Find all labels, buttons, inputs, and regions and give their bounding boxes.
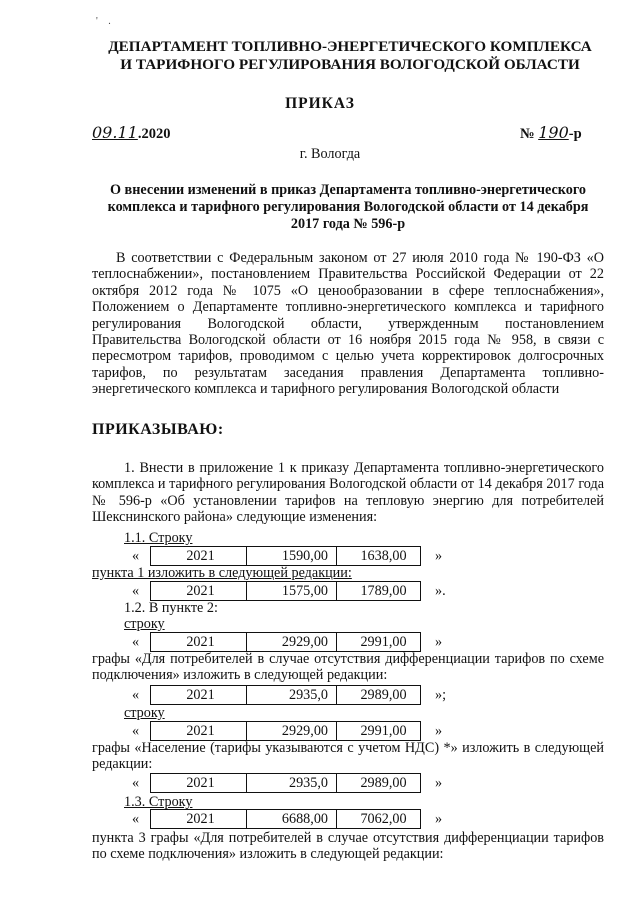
table-row-1-2-b-new bbox=[132, 773, 442, 793]
item-1-paragraph: 1. Внести в приложение 1 к приказу Департамента топливно-энергетического комплекса и тарифного регулирования Вологодской области от 14 декабря 2017 года № 596-р «Об установлении тарифов на тепловую энергию для потребителей Шекснинского района» следующие изменения: bbox=[92, 460, 604, 526]
quote-close: ». bbox=[435, 583, 446, 599]
quote-open: « bbox=[132, 723, 140, 739]
cell-year: 2021 bbox=[186, 583, 215, 599]
cell-value-1: 6688,00 bbox=[246, 810, 336, 828]
quote-open: « bbox=[132, 548, 140, 564]
cell-year: 2021 bbox=[186, 775, 215, 791]
cell-year: 2021 bbox=[186, 548, 215, 564]
section-1-2-label: 1.2. В пункте 2: bbox=[124, 600, 218, 616]
section-1-1-label: 1.1. Строку bbox=[124, 530, 193, 546]
cell-value-2: 2991,00 bbox=[336, 722, 420, 740]
section-1-2-text-b: графы «Население (тарифы указываются с учетом НДС) *» изложить в следующей редакции: bbox=[92, 740, 604, 773]
order-date bbox=[92, 125, 170, 142]
cell-value-2: 1789,00 bbox=[336, 582, 420, 600]
quote-open: « bbox=[132, 811, 140, 827]
handwritten-date: 09.11 bbox=[92, 123, 138, 142]
section-1-2-line-a: строку bbox=[124, 616, 165, 632]
cell-year: 2021 bbox=[186, 634, 215, 650]
department-name-line-2: И ТАРИФНОГО РЕГУЛИРОВАНИЯ ВОЛОГОДСКОЙ ОБЛАСТИ bbox=[120, 56, 580, 73]
section-1-1-text: пункта 1 изложить в следующей редакции: bbox=[92, 565, 352, 581]
cell-value-2: 1638,00 bbox=[336, 547, 420, 565]
quote-close: »; bbox=[435, 687, 447, 703]
table-row-1-1-new bbox=[132, 581, 446, 601]
quote-open: « bbox=[132, 687, 140, 703]
table-row-1-2-b-old bbox=[132, 721, 442, 741]
table-row-1-1-old bbox=[132, 546, 442, 566]
cell-value-1: 2929,00 bbox=[246, 633, 336, 651]
cell-value-1: 2929,00 bbox=[246, 722, 336, 740]
handwritten-number: 190 bbox=[538, 123, 569, 142]
section-1-3-label: 1.3. Строку bbox=[124, 794, 193, 810]
cell-value-2: 7062,00 bbox=[336, 810, 420, 828]
section-1-3-text: пункта 3 графы «Для потребителей в случае отсутствия дифференциации тарифов по схеме подключения» изложить в следующей редакции: bbox=[92, 830, 604, 863]
order-number bbox=[520, 125, 582, 142]
cell-year: 2021 bbox=[186, 811, 215, 827]
decree-word: ПРИКАЗЫВАЮ: bbox=[92, 421, 224, 438]
number-sign: № bbox=[520, 126, 535, 142]
order-title: ПРИКАЗ bbox=[285, 95, 355, 112]
cell-value-2: 2991,00 bbox=[336, 633, 420, 651]
quote-close: » bbox=[435, 634, 443, 650]
preamble-paragraph: В соответствии с Федеральным законом от 27 июля 2010 года № 190-ФЗ «О теплоснабжении», постановлением Правительства Российской Федерации от 22 октября 2012 года № 1075 «О ценообразовании в сфере теплоснабжения», Положением о Департаменте топливно-энергетического комплекса и тарифного регулирования Вологодской области, утвержденным постановлением Правительства Вологодской области от 16 ноября 2015 года № 958, в связи с пересмотром тарифов, проводимом с целью учета корректировок долгосрочных тарифов, по результатам заседания правления Департамента топливно-энергетического комплекса и тарифного регулирования Вологодской области bbox=[92, 250, 604, 398]
table-row-1-2-a-new bbox=[132, 685, 446, 705]
date-year: .2020 bbox=[137, 126, 171, 142]
cell-year: 2021 bbox=[186, 723, 215, 739]
cell-year: 2021 bbox=[186, 687, 215, 703]
quote-close: » bbox=[435, 723, 443, 739]
quote-close: » bbox=[435, 548, 443, 564]
scan-marks: ' . bbox=[96, 16, 115, 27]
cell-value-1: 1575,00 bbox=[246, 582, 336, 600]
quote-close: » bbox=[435, 811, 443, 827]
table-row-1-3-old bbox=[132, 809, 442, 829]
quote-close: » bbox=[435, 775, 443, 791]
section-1-2-text-a: графы «Для потребителей в случае отсутствия дифференциации тарифов по схеме подключения» изложить в следующей редакции: bbox=[92, 651, 604, 684]
table-row-1-2-a-old bbox=[132, 632, 442, 652]
order-subject: О внесении изменений в приказ Департамента топливно-энергетического комплекса и тарифного регулирования Вологодской области от 14 декабря 2017 года № 596-р bbox=[107, 182, 589, 232]
cell-value-1: 2935,0 bbox=[246, 774, 336, 792]
quote-open: « bbox=[132, 775, 140, 791]
quote-open: « bbox=[132, 583, 140, 599]
city: г. Вологда bbox=[299, 146, 361, 162]
department-name-line-1: ДЕПАРТАМЕНТ ТОПЛИВНО-ЭНЕРГЕТИЧЕСКОГО КОМПЛЕКСА bbox=[108, 38, 592, 55]
cell-value-1: 1590,00 bbox=[246, 547, 336, 565]
quote-open: « bbox=[132, 634, 140, 650]
cell-value-1: 2935,0 bbox=[246, 686, 336, 704]
cell-value-2: 2989,00 bbox=[336, 774, 420, 792]
section-1-2-line-b: строку bbox=[124, 705, 165, 721]
number-suffix: -р bbox=[568, 126, 582, 142]
cell-value-2: 2989,00 bbox=[336, 686, 420, 704]
